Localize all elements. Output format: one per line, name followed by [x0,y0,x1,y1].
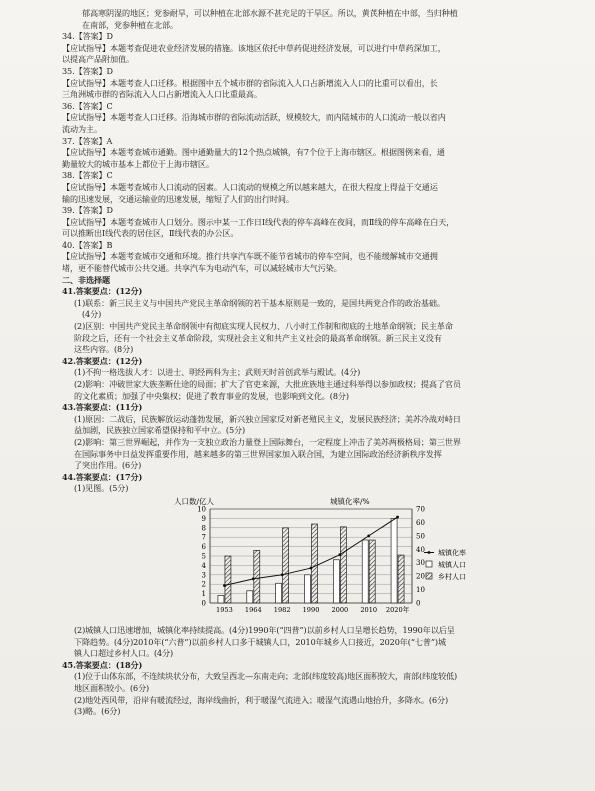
text-line: (1)原因：二战后，民族解放运动蓬勃发展，新兴独立国家反对新老殖民主义，发展民族经济；美苏冷战对峙日 [74,413,461,424]
text-line: 阶段之后，还有一个社会主义革命阶段，实现社会主义和共产主义社会的最高革命纲领。新三民主义没有 [74,332,442,343]
right-tick-label: 40 [416,545,425,554]
text-line: 35.【答案】D [62,65,113,76]
left-axis-title: 人口数/亿人 [174,496,215,506]
text-line: 36.【答案】C [62,100,113,111]
urban-population-bar [362,540,368,603]
rate-point [367,534,370,537]
text-line: 43.答案要点：(11分) [62,402,143,413]
text-line: 流动为主。 [62,123,102,134]
rural-population-bar [398,555,404,603]
left-tick-label: 3 [201,571,206,580]
text-line: 【应试指导】本题考查城市人口划分。图示中某一工作日Ⅰ线代表的停车高峰在夜间，而Ⅱ线的停车高峰在白天， [62,216,455,227]
text-line: 在国际事务中日益发挥重要作用，越来越多的第三世界国家加入联合国，为建立国际政治经济新秩序发挥 [74,448,442,459]
rate-point [223,584,226,587]
text-line: 44.答案要点：(17分) [62,471,143,482]
hollow-bar-icon [426,561,432,567]
left-tick-label: 10 [197,505,206,514]
text-line: 【应试指导】本题考查城市通勤。图中通勤量大的12个热点城镇，有7个位于上海市辖区。根据图例来看，通 [62,147,445,158]
text-line: 40.【答案】B [62,239,113,250]
rural-population-bar [283,528,289,603]
text-line: 【应试指导】本题考查城市交通和环境。推行共享汽车既不能节省城市的停车空间，也不能缓解城市交通拥 [62,251,438,262]
urban-population-bar [333,560,339,603]
text-line: (2)城镇人口迅速增加，城镇化率持续提高。(4分)1990年(“四普”)以前乡村人口呈增长趋势，1990年以后呈 [74,624,455,635]
text-line: 37.【答案】A [62,135,113,146]
rural-population-bar [340,527,346,603]
text-line: (1)位于山体东部，不连续块状分布，大致呈西北—东南走向；北部(纬度较高)地区面积较大，南部(纬度较低) [74,671,458,682]
left-tick-label: 1 [201,590,206,599]
text-line: 41.答案要点：(12分) [62,286,143,297]
rate-point [252,577,255,580]
left-tick-label: 9 [201,514,206,523]
left-tick-label: 6 [201,543,206,552]
text-line: 镇人口超过乡村人口。(4分) [74,648,174,659]
rural-population-bar [312,524,318,603]
right-tick-label: 60 [416,518,425,527]
rate-point [310,567,313,570]
text-line: (2)地处西风带，沿岸有暖流经过，海岸线曲折，利于暖湿气流进入；暖湿气流遇山地抬升，多降水。(6分) [74,694,449,705]
text-line: 三角洲城市群的省际流入人口占新增流入人口比重最高。 [62,89,262,100]
x-tick-label: 2020年 [385,605,410,614]
text-line: 可以推断出Ⅰ线代表的居住区，Ⅱ线代表的办公区。 [62,228,239,239]
rate-point [396,516,399,519]
text-line: 输的迅速发展，交通运输业的迅速发展，缩短了人们的出行时间。 [62,193,294,204]
text-line: 郁高寒阴湿的地区；党参耐旱，可以种植在北部水源不甚充足的干旱区。所以，黄芪种植在中部，当归种植 [82,8,458,18]
text-line: 【应试指导】本题考查人口迁移。沿海城市群的省际流动活跃，规模较大，而内陆城市的人口流动一般以省内 [62,112,446,123]
text-line: (2)影响：冲破世家大族垄断仕途的局面；扩大了官吏来源，大批庶族地主通过科举得以参加政权；提高了官员 [74,379,461,389]
x-tick-label: 1964 [244,605,262,614]
text-line: (1)联系：新三民主义与中国共产党民主革命纲领的若干基本原则是一致的，是国共两党合作的政治基础。 [74,297,445,308]
text-line: 地区面积较小。(6分) [74,682,150,693]
left-tick-label: 7 [201,533,206,542]
text-line: 这些内容。(8分) [74,344,134,355]
chart-legend [424,548,466,581]
answer-section-top [62,8,547,495]
text-line: 42.答案要点：(12分) [62,355,143,366]
legend-label: 乡村人口 [438,572,466,581]
text-line: (1)见图。(5分) [74,483,129,494]
population-chart [62,495,547,625]
right-tick-label: 70 [416,505,425,514]
legend-label: 城镇人口 [438,560,466,569]
urban-population-bar [276,583,282,603]
x-tick-label: 2000 [331,605,349,614]
answer-section-bottom [62,625,547,718]
chart-bars [216,518,410,614]
urban-population-bar [305,575,311,603]
x-tick-label: 1953 [216,605,233,614]
urban-population-bar [391,518,397,603]
text-line: 二、非选择题 [62,274,110,285]
text-line: 了突出作用。(6分) [74,460,142,471]
text-line: 38.【答案】C [62,170,113,181]
rural-population-bar [225,556,231,603]
text-line: 在南部，党参种植在北部。 [82,19,178,30]
text-line: 39.【答案】D [62,205,113,216]
rate-point [281,573,284,576]
text-line: 以提高产品附加值。 [62,54,134,65]
text-line: 45.答案要点：(18分) [62,659,143,670]
text-line: 下降趋势。(4分)2010年(“六普”)以前乡村人口多于城镇人口，2010年城乡人口接近，2020年(“七普”)城 [74,636,446,647]
urban-population-bar [218,595,224,603]
left-tick-label: 4 [201,561,206,570]
right-tick-label: 20 [416,572,425,581]
text-line: 【应试指导】本题考查促进农业经济发展的措施。该地区依托中草药促进经济发展，可以进行中草药深加工， [62,42,446,53]
text-line: (1)不拘一格选拔人才：以进士、明经两科为主；武则天时首创武举与殿试。(4分) [74,367,361,378]
text-line: 勤量较大的城市基本上都位于上海市辖区。 [62,158,214,169]
right-tick-label: 10 [416,586,425,595]
right-tick-label: 0 [416,599,421,608]
text-line: (2)影响：第三世界崛起，并作为一支独立政治力量登上国际舞台，一定程度上冲击了美苏两极格局；第三世界 [74,436,461,447]
right-axis-title: 城镇化率/% [330,496,370,506]
left-tick-label: 8 [201,524,206,533]
legend-label: 城镇化率 [438,548,466,557]
text-line: 【应试指导】本题考查城市人口流动的因素。人口流动的规模之所以越来越大，在很大程度上得益于交通运 [62,181,438,192]
x-tick-label: 1982 [273,605,291,614]
text-line: 堵，更不能替代城市公共交通。共享汽车为电动汽车，可以减轻城市大气污染。 [62,263,342,274]
text-line: 【应试指导】本题考查人口迁移。根据图中五个城市群的省际流入人口占新增流入人口的比重可以看出，长 [62,77,438,88]
text-line: (3)略。(6分) [74,706,121,717]
right-tick-label: 50 [416,532,425,541]
line-marker-icon [428,551,431,554]
text-line: (4分) [82,309,102,320]
text-line: 益加剧，民族独立国家希望保持和平中立。(5分) [74,425,246,436]
text-line: 的文化素质；加强了中央集权；促进了教育事业的发展，也影响到文化。(8分) [74,390,349,401]
text-line: (2)区别：中国共产党民主革命纲领中有彻底实现人民权力、八小时工作制和彻底的土地革命纲领；民主革命 [74,321,453,332]
urban-population-bar [247,591,253,603]
rural-population-bar [254,550,260,603]
population-chart-svg [62,495,547,625]
x-tick-label: 1990 [302,605,320,614]
rural-population-bar [369,540,375,603]
left-tick-label: 2 [201,580,206,589]
right-tick-label: 30 [416,559,425,568]
hatched-bar-icon [426,573,432,579]
rate-point [338,553,341,556]
x-tick-label: 2010 [360,605,378,614]
left-tick-label: 0 [201,599,206,608]
text-line: 34.【答案】D [62,31,113,42]
left-tick-label: 5 [201,552,206,561]
